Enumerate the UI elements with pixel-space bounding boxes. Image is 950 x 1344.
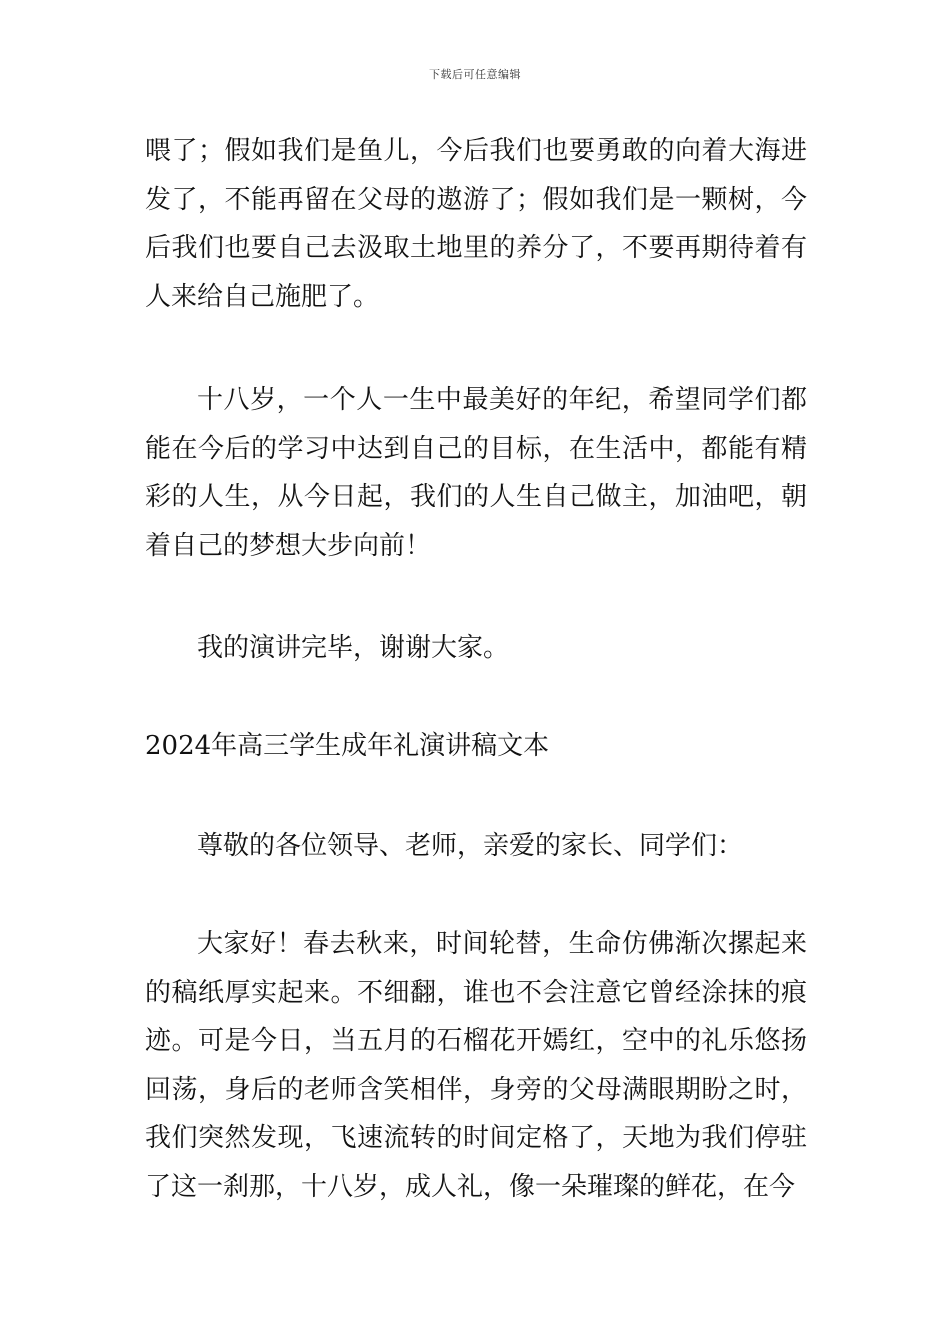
paragraph-eighteen — [145, 376, 807, 570]
section-title-text: 2024年高三学生成年礼演讲稿文本 — [145, 731, 550, 761]
paragraph-text: 喂了；假如我们是鱼儿，今后我们也要勇敢的向着大海进发了，不能再留在父母的遨游了；假如我们是一颗树，今后我们也要自己去汲取土地里的养分了，不要再期待着有人来给自己施肥了。 — [145, 136, 807, 312]
paragraph-continuation — [145, 127, 807, 321]
paragraph-text: 大家好！春去秋来，时间轮替，生命仿佛渐次摞起来的稿纸厚实起来。不细翻，谁也不会注意它曾经涂抹的痕迹。可是今日，当五月的石榴花开嫣红，空中的礼乐悠扬回荡，身后的老师含笑相伴，身旁的父母满眼期盼之时，我们突然发现，飞速流转的时间定格了，天地为我们停驻了这一刹那，十八岁，成人礼，像一朵璀璨的鲜花，在今 — [145, 929, 807, 1202]
paragraph-salutation — [145, 822, 807, 871]
paragraph-closing — [145, 624, 807, 673]
section-title — [145, 722, 807, 771]
paragraph-greeting — [145, 920, 807, 1211]
paragraph-text: 尊敬的各位领导、老师，亲爱的家长、同学们： — [197, 831, 744, 861]
paragraph-text: 十八岁，一个人一生中最美好的年纪，希望同学们都能在今后的学习中达到自己的目标，在生活中，都能有精彩的人生，从今日起，我们的人生自己做主，加油吧，朝着自己的梦想大步向前！ — [145, 385, 807, 561]
paragraph-text: 我的演讲完毕，谢谢大家。 — [197, 633, 510, 663]
download-note: 下载后可任意编辑 — [429, 68, 521, 81]
